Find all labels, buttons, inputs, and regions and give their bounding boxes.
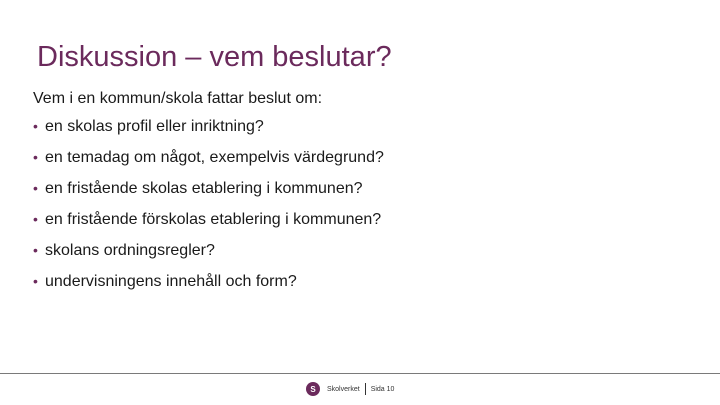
bullet-icon: • [33, 211, 38, 227]
list-item [33, 273, 384, 304]
list-item [33, 211, 384, 242]
bullet-text: en fristående skolas etablering i kommunen? [45, 180, 363, 197]
bullet-text: undervisningens innehåll och form? [45, 273, 297, 290]
footer [306, 382, 394, 396]
footer-divider [0, 373, 720, 374]
bullet-text: skolans ordningsregler? [45, 242, 215, 259]
bullet-text: en temadag om något, exempelvis värdegrund? [45, 149, 384, 166]
page-number: Sida 10 [370, 385, 395, 393]
slide-title: Diskussion – vem beslutar? [37, 41, 392, 73]
list-item [33, 242, 384, 273]
bullet-icon: • [33, 242, 38, 258]
intro-text: Vem i en kommun/skola fattar beslut om: [33, 90, 323, 107]
bullet-text: en skolas profil eller inriktning? [45, 118, 264, 135]
footer-separator [365, 383, 366, 395]
bullet-list [33, 118, 384, 304]
list-item [33, 180, 384, 211]
bullet-icon: • [33, 273, 38, 289]
footer-brand: Skolverket [327, 385, 360, 393]
list-item [33, 118, 384, 149]
bullet-text: en fristående förskolas etablering i kommunen? [45, 211, 382, 228]
skolverket-logo-icon: S [306, 382, 320, 396]
list-item [33, 149, 384, 180]
bullet-icon: • [33, 118, 38, 134]
bullet-icon: • [33, 149, 38, 165]
bullet-icon: • [33, 180, 38, 196]
